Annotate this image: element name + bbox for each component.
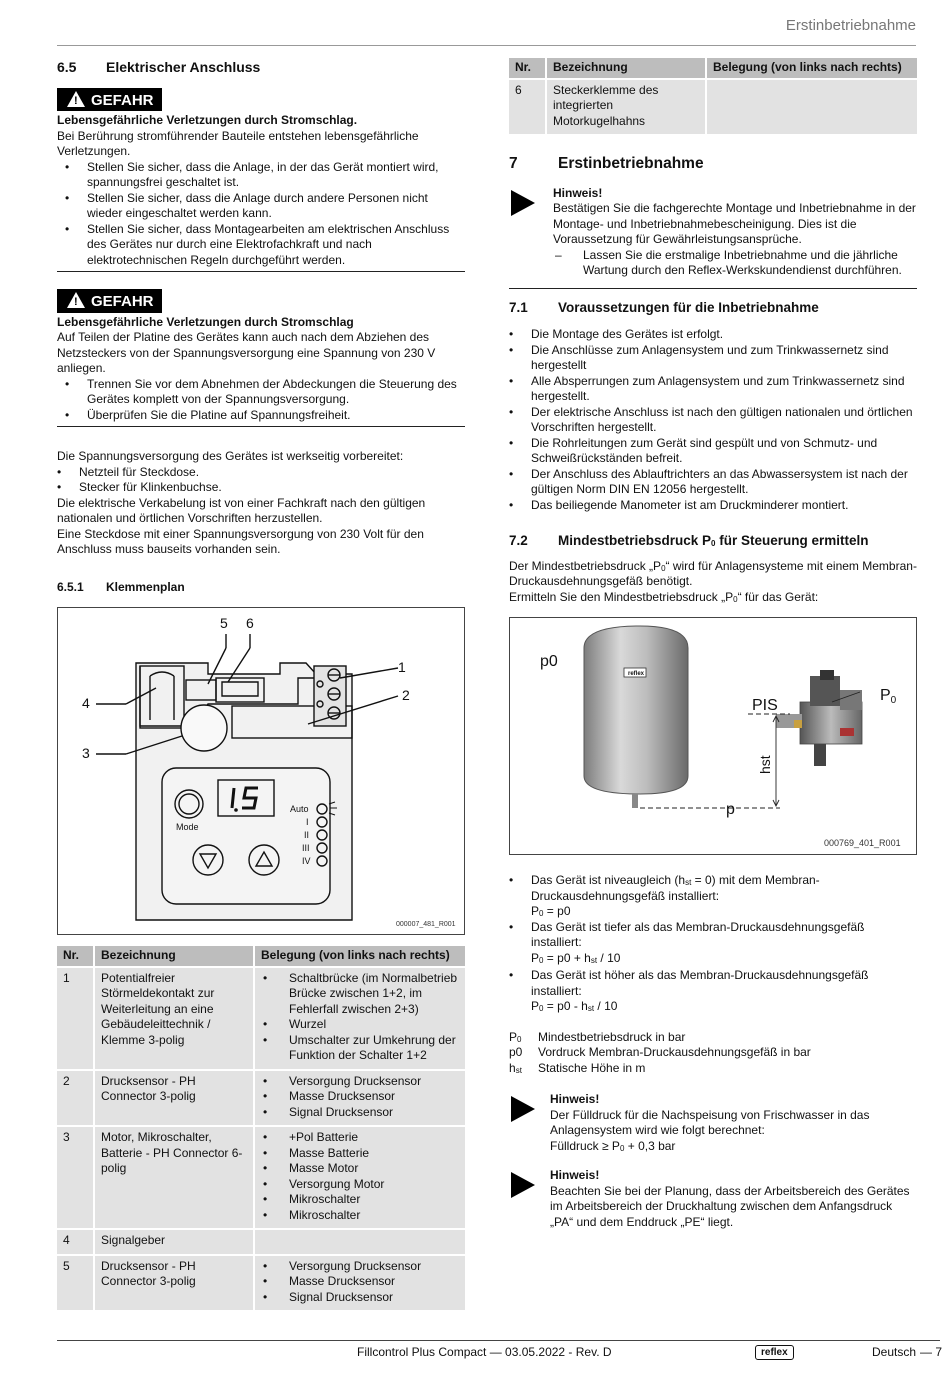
callout-label: 2: [402, 687, 410, 703]
list-item: • Stellen Sie sicher, dass Montagearbeiten am elektrischen Anschluss des Gerätes nur durch eine Elektrofachkraft und nach elektrotechnischen Regeln durchgeführt werden.: [57, 222, 465, 269]
list-item: • Überprüfen Sie die Platine auf Spannungsfreiheit.: [57, 408, 465, 424]
supply-text: Die Spannungsversorgung des Gerätes ist werkseitig vorbereitet: • Netzteil für Steckdose. • Stecker für Klinkenbuchse. Die elektrische Verkabelung ist von einer Fachkraft nach den gültigen nationalen und örtlichen Vorschriften herzustellen. Eine Steckdose mit einer Spannungsversorgung von 230 Volt für den Anschluss muss bauseits vorhanden sein.: [57, 449, 465, 558]
list-item: • Mikroschalter: [261, 1192, 459, 1208]
callout-label: 1: [398, 659, 406, 675]
list-item: • Wurzel: [261, 1017, 459, 1033]
figure-code: 000769_401_R001: [824, 838, 901, 848]
paragraph: Ermitteln Sie den Mindestbetriebsdruck $„P_0“$ für das Gerät:: [509, 589, 819, 604]
list-item: • Das beiliegende Manometer ist am Druckminderer montiert.: [501, 498, 917, 514]
terminal-table: [55, 944, 467, 1312]
section-rule: [509, 288, 917, 289]
level-label: II: [304, 830, 310, 840]
level-label: I: [306, 817, 309, 827]
list-item: • Umschalter zur Umkehrung der Funktion der Schalter 1+2: [261, 1033, 459, 1064]
list-item: • Signal Drucksensor: [261, 1290, 459, 1306]
table-header: Bezeichnung: [95, 946, 253, 966]
danger-title: Lebensgefährliche Verletzungen durch Stromschlag: [57, 314, 354, 329]
section-7-1-heading: 7.1 Voraussetzungen für die Inbetriebnahme: [509, 299, 819, 315]
paragraph: Der Mindestbetriebsdruck $„P_0“$ wird für Anlagensysteme mit einem Membran-Druckausdehnungsgefäß benötigt.: [509, 558, 917, 588]
danger-list: [57, 377, 465, 424]
table-header: Nr.: [57, 946, 93, 966]
list-item: • Alle Absperrungen zum Anlagensystem und zum Trinkwassernetz sind hergestellt.: [501, 374, 917, 405]
danger-block-1: [57, 88, 465, 273]
warning-triangle-icon: !: [67, 292, 85, 308]
list-item: • Die Montage des Gerätes ist erfolgt.: [501, 327, 917, 343]
label-P0: P0: [880, 687, 897, 706]
hint-block-1: Hinweis! Bestätigen Sie die fachgerechte Montage und Inbetriebnahme in der Montage- und Inbetriebnahmebescheinigung. Dies ist die Voraussetzung für Gewährleistungsansprüche. – Lassen Sie die erstmalige Inbetriebnahme und die jährliche Wartung durch den Reflex-Werkskundendienst durchführen.: [509, 186, 917, 279]
table-header: Belegung (von links nach rechts): [255, 946, 465, 966]
level-label: IV: [302, 856, 311, 866]
callout-label: 5: [220, 615, 228, 631]
table-row: 2 Drucksensor - PH Connector 3-polig • Versorgung Drucksensor • Masse Drucksensor • Signal Drucksensor: [57, 1071, 465, 1126]
list-item: • Stellen Sie sicher, dass die Anlage durch andere Personen nicht wieder eingeschaltet werden kann.: [57, 191, 465, 222]
supply-list: [49, 465, 465, 496]
right-column: [509, 56, 917, 1230]
warning-triangle-icon: !: [67, 91, 85, 107]
list-item: • Masse Drucksensor: [261, 1089, 459, 1105]
level-label: III: [302, 843, 310, 853]
left-column: [57, 60, 465, 1312]
header-rule: [57, 45, 916, 46]
callout-label: 4: [82, 695, 90, 711]
list-item: • Masse Motor: [261, 1161, 459, 1177]
danger-list: [57, 160, 465, 269]
section-6-5-1-heading: 6.5.1 Klemmenplan: [57, 579, 185, 594]
table-row: 3 Motor, Mikroschalter, Batterie - PH Connector 6-polig • +Pol Batterie • Masse Batterie • Masse Motor • Versorgung Motor • Mikroschalter • Mikroschalter: [57, 1127, 465, 1228]
section-7-heading: 7 Erstinbetriebnahme: [509, 155, 704, 172]
table-row: 1 Potentialfreier Störmeldekontakt zur Weiterleitung an eine Gebäudeleittechnik / Klemme 3-polig • Schaltbrücke (im Normalbetrieb Brücke zwischen 1+2, im Fehlerfall zwischen 2+3) • Wurzel • Umschalter zur Umkehrung der Funktion der Schalter 1+2: [57, 968, 465, 1069]
list-item: • Versorgung Motor: [261, 1177, 459, 1193]
symbol-legend: [509, 1030, 917, 1077]
footer-rule: [57, 1340, 940, 1341]
list-item: • Die Anschlüsse zum Anlagensystem und zum Trinkwassernetz sind hergestellt: [501, 343, 917, 374]
label-p0: p0: [540, 653, 558, 670]
legend-row: $P_0$ Mindestbetriebsdruck in bar: [509, 1029, 686, 1044]
terminal-table-continued: [507, 56, 919, 136]
vessel-diagram: [509, 617, 917, 855]
list-item: • Trennen Sie vor dem Abnehmen der Abdeckungen die Steuerung des Gerätes komplett von der Spannungsversorgung.: [57, 377, 465, 408]
danger-label: ! GEFAHR: [57, 289, 162, 313]
list-item: • Versorgung Drucksensor: [261, 1074, 459, 1090]
device-illustration: [776, 670, 862, 766]
vessel-diagram-svg: [510, 618, 916, 854]
list-item: • Stellen Sie sicher, dass die Anlage, in der das Gerät montiert wird, spannungsfrei geschaltet ist.: [57, 160, 465, 191]
legend-row: $h_{st}$ Statische Höhe in m: [509, 1060, 646, 1075]
list-item: • Das Gerät ist tiefer als das Membran-Druckausdehnungsgefäß installiert: $P_0 = p0 + h_{st} / 10$: [501, 920, 917, 967]
footer-doc: Fillcontrol Plus Compact — 03.05.2022 - Rev. D: [357, 1345, 612, 1359]
label-pis: PIS: [752, 697, 778, 714]
hint-arrow-icon: [511, 1172, 535, 1198]
install-cases-list: [501, 873, 917, 1015]
list-item: • Netzteil für Steckdose.: [49, 465, 465, 481]
table-row: 6 Steckerklemme des integrierten Motorkugelhahns: [509, 80, 917, 135]
running-header: Erstinbetriebnahme: [785, 17, 916, 34]
hint-arrow-icon: [511, 1096, 535, 1122]
mode-label: Mode: [176, 822, 199, 832]
list-item: • Schaltbrücke (im Normalbetrieb Brücke zwischen 1+2, im Fehlerfall zwischen 2+3): [261, 971, 459, 1018]
footer-page-number: — 7: [920, 1345, 943, 1359]
figure-code: 000007_481_R001: [396, 921, 456, 928]
list-item: • Mikroschalter: [261, 1208, 459, 1224]
level-label: Auto: [290, 804, 309, 814]
list-item: • Masse Batterie: [261, 1146, 459, 1162]
danger-block-2: [57, 289, 465, 427]
list-item: • Der Anschluss des Ablauftrichters an das Abwassersystem ist nach der gültigen Norm DIN EN 12056 hergestellt.: [501, 467, 917, 498]
reflex-logo-mini: reflex: [628, 671, 645, 677]
section-6-5-heading: 6.5 Elektrischer Anschluss: [57, 59, 261, 75]
list-item: • Masse Drucksensor: [261, 1274, 459, 1290]
danger-text: Bei Berührung stromführender Bauteile entstehen lebensgefährliche Verletzungen.: [57, 128, 419, 158]
list-item: • +Pol Batterie: [261, 1130, 459, 1146]
hint-block-2: Hinweis! Der Fülldruck für die Nachspeisung von Frischwasser in das Anlagensystem wird wie folgt berechnet: Fülldruck ≥ $P_0 + 0,3$ bar: [509, 1092, 917, 1154]
section-7-2-heading: 7.2 Mindestbetriebsdruck $P_0$ für Steuerung ermitteln: [509, 533, 869, 548]
list-item: • Signal Drucksensor: [261, 1105, 459, 1121]
terminal-diagram: [57, 607, 465, 935]
table-header: Belegung (von links nach rechts): [707, 58, 917, 78]
list-item: • Stecker für Klinkenbuchse.: [49, 480, 465, 496]
footer-logo: reflex: [755, 1345, 794, 1360]
table-header: Nr.: [509, 58, 545, 78]
list-item: • Der elektrische Anschluss ist nach den gültigen nationalen und örtlichen Vorschriften hergestellt.: [501, 405, 917, 436]
danger-text: Auf Teilen der Platine des Gerätes kann auch nach dem Abziehen des Netzsteckers von der Spannungsversorgung eine Spannung von 230 V anliegen.: [57, 330, 436, 375]
list-item: • Das Gerät ist höher als das Membran-Druckausdehnungsgefäß installiert: $P_0 = p0 - h_{st} / 10$: [501, 968, 917, 1015]
danger-title: Lebensgefährliche Verletzungen durch Stromschlag.: [57, 113, 358, 127]
legend-row: p0 Vordruck Membran-Druckausdehnungsgefäß in bar: [509, 1045, 811, 1059]
list-item: – Lassen Sie die erstmalige Inbetriebnahme und die jährliche Wartung durch den Reflex-Werkskundendienst durchführen.: [553, 248, 917, 279]
hint-arrow-icon: [511, 190, 535, 216]
terminal-diagram-svg: [58, 608, 464, 934]
danger-label: ! GEFAHR: [57, 88, 162, 112]
list-item: • Versorgung Drucksensor: [261, 1259, 459, 1275]
list-item: • Die Rohrleitungen zum Gerät sind gespült und von Schmutz- und Schweißrückständen befreit.: [501, 436, 917, 467]
label-p: p: [726, 801, 735, 818]
footer-language: Deutsch: [872, 1345, 917, 1359]
table-row: 5 Drucksensor - PH Connector 3-polig • Versorgung Drucksensor • Masse Drucksensor • Signal Drucksensor: [57, 1256, 465, 1311]
callout-label: 3: [82, 745, 90, 761]
prerequisites-list: [501, 327, 917, 513]
label-hst: hst: [757, 755, 773, 774]
callout-label: 6: [246, 615, 254, 631]
table-header-row: [57, 946, 465, 966]
table-row: 4 Signalgeber: [57, 1230, 465, 1254]
hint-block-3: Hinweis! Beachten Sie bei der Planung, dass der Arbeitsbereich des Gerätes im Arbeitsbereich der Druckhaltung zwischen dem Anfangsdruck „PA“ und dem Enddruck „PE“ liegt.: [509, 1168, 917, 1230]
table-header: Bezeichnung: [547, 58, 705, 78]
table-header-row: [509, 58, 917, 78]
list-item: • Das Gerät ist niveaugleich $(h_{st} = 0)$ mit dem Membran-Druckausdehnungsgefäß installiert: $P_0 = p0$: [501, 873, 917, 920]
